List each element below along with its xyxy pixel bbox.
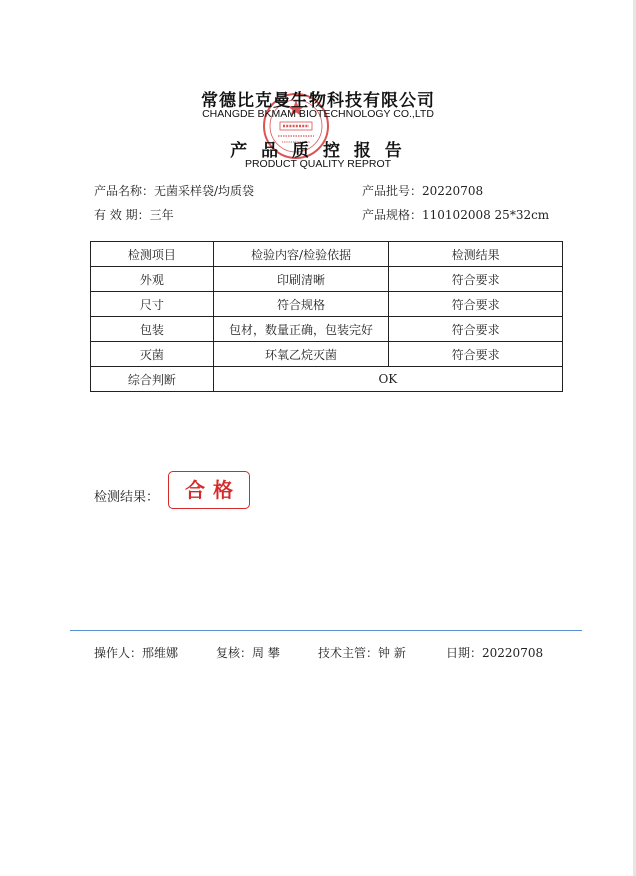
validity-label: 有 效 期： bbox=[94, 208, 150, 222]
table-cell: 符合规格 bbox=[213, 292, 389, 317]
product-name-value: 无菌采样袋/均质袋 bbox=[154, 184, 255, 198]
tech-supervisor-label: 技术主管： bbox=[318, 646, 379, 660]
table-cell: 符合要求 bbox=[389, 317, 563, 342]
date-label: 日期： bbox=[446, 646, 483, 660]
summary-row bbox=[91, 367, 563, 392]
column-header: 检测结果 bbox=[389, 242, 563, 267]
tech-supervisor-field bbox=[318, 644, 406, 661]
spec-label: 产品规格： bbox=[362, 208, 423, 222]
table-cell: 印刷清晰 bbox=[213, 267, 389, 292]
date-field bbox=[446, 644, 543, 661]
table-cell: 外观 bbox=[91, 267, 214, 292]
reviewer-field bbox=[216, 644, 280, 661]
column-header: 检验内容/检验依据 bbox=[213, 242, 389, 267]
company-name-en: CHANGDE BKMAM BIOTECHNOLOGY CO.,LTD bbox=[202, 108, 434, 120]
inspection-table bbox=[90, 241, 563, 392]
pass-stamp: 合格 bbox=[168, 471, 250, 509]
company-name-cn: 常德比克曼生物科技有限公司 bbox=[201, 91, 435, 111]
tech-supervisor-value: 钟 新 bbox=[378, 646, 406, 660]
product-name-label: 产品名称： bbox=[94, 184, 155, 198]
table-cell: 灭菌 bbox=[91, 342, 214, 367]
table-cell: 符合要求 bbox=[389, 342, 563, 367]
spec-field bbox=[362, 206, 549, 223]
table-cell: 包材，数量正确，包装完好 bbox=[213, 317, 389, 342]
batch-field bbox=[362, 182, 483, 199]
operator-field bbox=[94, 644, 178, 661]
product-name-field bbox=[94, 182, 254, 199]
report-title: 产 品 质 控 报 告 bbox=[230, 141, 406, 161]
operator-label: 操作人： bbox=[94, 646, 143, 660]
summary-label: 综合判断 bbox=[91, 367, 214, 392]
table-cell: 符合要求 bbox=[389, 292, 563, 317]
table-cell: 包装 bbox=[91, 317, 214, 342]
spec-value: 110102008 25*32cm bbox=[422, 208, 550, 222]
validity-value: 三年 bbox=[149, 208, 174, 222]
summary-value: OK bbox=[213, 367, 562, 392]
reviewer-value: 周 攀 bbox=[252, 646, 280, 660]
table-cell: 环氧乙烷灭菌 bbox=[213, 342, 389, 367]
table-cell: 符合要求 bbox=[389, 267, 563, 292]
table-row bbox=[91, 267, 563, 292]
operator-value: 邢维娜 bbox=[142, 646, 179, 660]
result-label: 检测结果： bbox=[94, 490, 160, 505]
column-header: 检测项目 bbox=[91, 242, 214, 267]
date-value: 20220708 bbox=[482, 646, 544, 660]
reviewer-label: 复核： bbox=[216, 646, 253, 660]
validity-field bbox=[94, 206, 174, 223]
table-row bbox=[91, 292, 563, 317]
table-row bbox=[91, 342, 563, 367]
table-row bbox=[91, 317, 563, 342]
table-cell: 尺寸 bbox=[91, 292, 214, 317]
table-header-row bbox=[91, 242, 563, 267]
batch-value: 20220708 bbox=[422, 184, 484, 198]
footer-divider bbox=[70, 630, 582, 631]
batch-label: 产品批号： bbox=[362, 184, 423, 198]
report-subtitle: PRODUCT QUALITY REPROT bbox=[244, 158, 392, 170]
